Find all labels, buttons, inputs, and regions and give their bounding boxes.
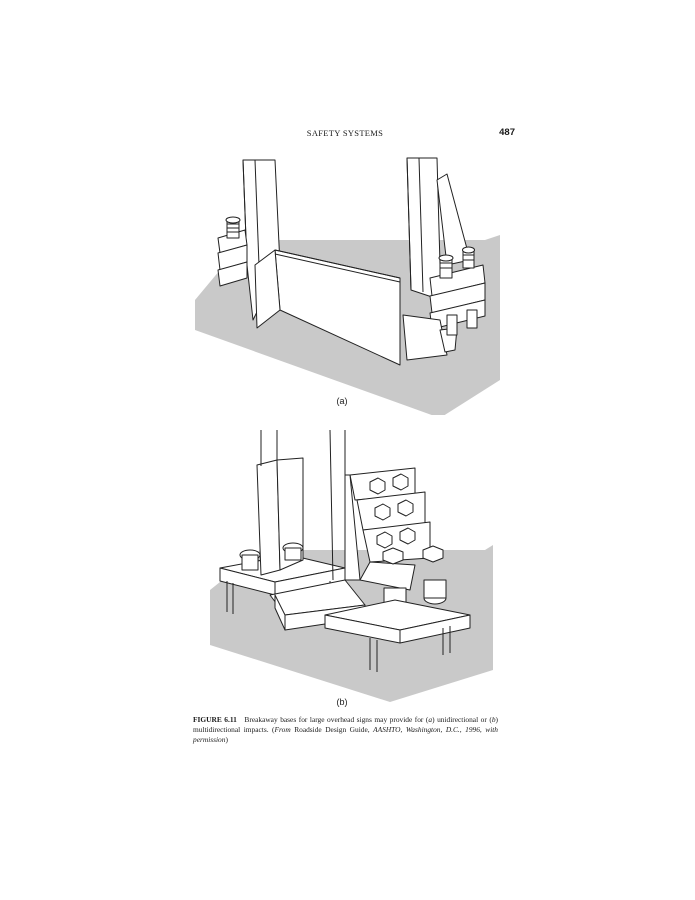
panel-b-label: (b) [336, 697, 348, 707]
caption-text-4: Roadside Design Guide, [290, 725, 374, 734]
caption-b-ital: b [491, 715, 496, 724]
page-number: 487 [499, 127, 515, 138]
running-title: SAFETY SYSTEMS [306, 128, 384, 138]
figure-a-illustration [185, 150, 515, 415]
running-head [195, 127, 515, 142]
panel-a-label: (a) [336, 396, 348, 406]
figure-b-illustration [185, 430, 515, 705]
figure-number: FIGURE 6.11 [193, 715, 237, 724]
caption-text-3: ) multidirectional impacts. ( [193, 715, 498, 734]
caption-text-5: ) [225, 735, 228, 744]
figure-caption [193, 715, 498, 745]
caption-a-ital: a [428, 715, 433, 724]
caption-source-ital: AASHTO, Washington, D.C., 1996, with permission [193, 725, 499, 744]
caption-text-2: ) unidirectional or ( [432, 715, 492, 724]
caption-from-ital: From [274, 725, 291, 734]
caption-text-1: Breakaway bases for large overhead signs may provide for ( [244, 715, 429, 724]
